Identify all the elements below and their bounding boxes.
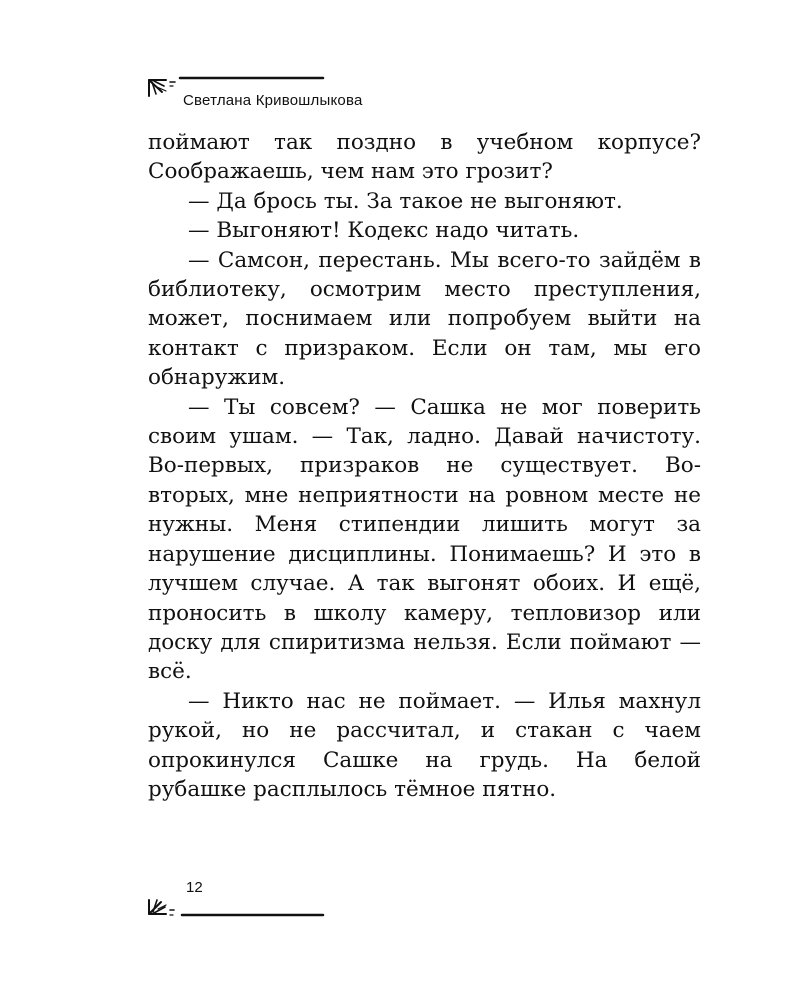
paragraph: поймают так поздно в учебном корпусе? Соображаешь, чем нам это грозит? [148, 130, 701, 185]
paragraph: — Никто нас не поймает. — Илья махнул рукой, но не рассчитал, и стакан с чаем опрокинулся Сашке на грудь. На белой рубашке расплылось тёмное пятно. [148, 688, 701, 802]
running-footer [146, 876, 446, 926]
paragraph: — Да брось ты. За такое не выгоняют. [188, 188, 623, 214]
paragraph: — Ты совсем? — Сашка не мог поверить своим ушам. — Так, ладно. Давай начистоту. Во-первых, призраков не существует. Во-вторых, мне неприятности на ровном месте не нужны. Меня стипендии лишить могут за нарушение дисциплины. Понимаешь? И это в лучшем случае. А так выгонят обоих. И ещё, проносить в школу камеру, тепловизор или доску для спиритизма нельзя. Если поймают — всё. [148, 394, 701, 685]
page-number: 12 [186, 879, 203, 896]
paragraph: — Выгоняют! Кодекс надо читать. [188, 218, 580, 244]
author-name: Светлана Кривошлыкова [183, 92, 363, 109]
running-header [146, 72, 446, 112]
paragraph: — Самсон, перестань. Мы всего-то зайдём в библиотеку, осмотрим место преступления, может, поснимаем или попробуем выйти на контакт с призраком. Если он там, мы его обнаружим. [148, 247, 701, 391]
footer-ornament-icon [146, 876, 326, 926]
page-body [148, 128, 701, 804]
